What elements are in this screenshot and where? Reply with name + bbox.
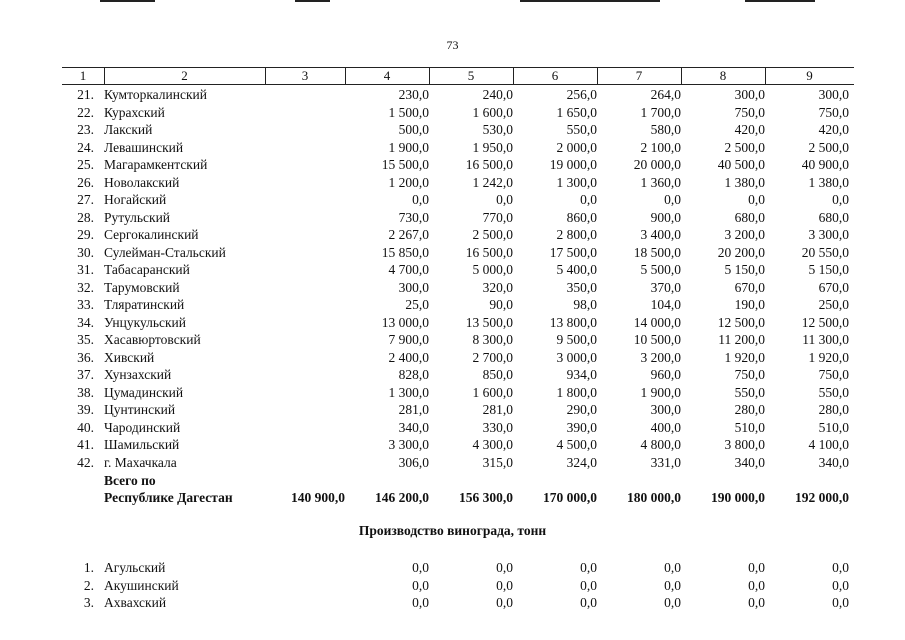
district-name: Табасаранский	[104, 262, 190, 277]
cell-col-4: 2 400,0	[388, 349, 429, 365]
page-number: 73	[446, 38, 459, 52]
cell-col-8: 550,0	[734, 384, 765, 400]
total-label-row	[0, 472, 905, 490]
cell-col-4: 230,0	[398, 87, 429, 102]
cell-col-5: 1 950,0	[472, 139, 513, 155]
district-name: г. Махачкала	[104, 454, 177, 470]
cell-col-9: 0,0	[832, 595, 849, 610]
row-number: 24.	[77, 139, 94, 155]
cell-col-4: 1 900,0	[388, 139, 429, 155]
section-title: Производство винограда, тонн	[358, 523, 547, 538]
cell-col-5: 770,0	[482, 209, 513, 225]
cell-col-6: 324,0	[566, 454, 597, 470]
cell-col-8: 680,0	[734, 209, 765, 225]
total-col-6: 170 000,0	[543, 490, 597, 505]
cell-col-8: 2 500,0	[724, 139, 765, 155]
table-row	[0, 349, 905, 367]
cell-col-7: 20 000,0	[633, 157, 681, 172]
cell-col-5: 530,0	[482, 122, 513, 137]
row-number: 28.	[77, 209, 94, 225]
cell-col-7: 2 100,0	[640, 139, 681, 155]
total-col-4: 146 200,0	[375, 490, 429, 505]
total-col-7: 180 000,0	[627, 490, 681, 505]
cell-col-9: 4 100,0	[808, 437, 849, 452]
district-name: Сулейман-Стальский	[104, 244, 226, 260]
row-number: 32.	[77, 279, 94, 295]
cell-col-8: 40 500,0	[717, 157, 765, 172]
cell-col-6: 4 500,0	[556, 437, 597, 452]
cell-col-5: 4 300,0	[472, 437, 513, 452]
row-number: 35.	[77, 332, 94, 347]
row-number: 30.	[77, 244, 94, 260]
table-row	[0, 419, 905, 437]
cell-col-8: 12 500,0	[717, 314, 765, 330]
district-name: Тарумовский	[104, 279, 180, 295]
cell-col-6: 2 800,0	[556, 227, 597, 242]
row-number: 22.	[77, 104, 94, 120]
cell-col-7: 3 400,0	[640, 227, 681, 242]
cell-col-9: 2 500,0	[808, 139, 849, 155]
cell-col-5: 0,0	[496, 577, 513, 593]
cell-col-7: 0,0	[664, 192, 681, 207]
district-name: Унцукульский	[104, 314, 186, 330]
cell-col-5: 2 500,0	[472, 227, 513, 242]
cell-col-4: 4 700,0	[388, 262, 429, 277]
cell-col-4: 15 500,0	[381, 157, 429, 172]
cell-col-7: 331,0	[650, 454, 681, 470]
cell-col-8: 1 380,0	[724, 174, 765, 190]
table-row	[0, 244, 905, 262]
cell-col-6: 3 000,0	[556, 349, 597, 365]
cell-col-8: 0,0	[748, 560, 765, 575]
cell-col-4: 0,0	[412, 560, 429, 575]
cell-col-5: 8 300,0	[472, 332, 513, 347]
table-row	[0, 174, 905, 192]
cell-col-4: 306,0	[398, 454, 429, 470]
table-row	[0, 226, 905, 244]
district-name: Агульский	[104, 560, 166, 575]
table-row	[0, 279, 905, 297]
cell-col-4: 281,0	[398, 402, 429, 417]
cell-col-7: 580,0	[650, 122, 681, 137]
cell-col-7: 0,0	[664, 577, 681, 593]
cell-col-7: 3 200,0	[640, 349, 681, 365]
cell-col-7: 1 360,0	[640, 174, 681, 190]
cell-col-7: 0,0	[664, 560, 681, 575]
top-rule-right	[520, 0, 660, 2]
cell-col-8: 1 920,0	[724, 349, 765, 365]
cell-col-9: 750,0	[818, 104, 849, 120]
table-row	[0, 559, 905, 577]
cell-col-9: 670,0	[818, 279, 849, 295]
cell-col-9: 40 900,0	[801, 157, 849, 172]
header-col-5: 5	[467, 68, 475, 83]
top-rule-far-right	[745, 0, 815, 2]
cell-col-4: 730,0	[398, 209, 429, 225]
row-number: 25.	[77, 157, 94, 172]
cell-col-9: 280,0	[818, 402, 849, 417]
cell-col-6: 256,0	[566, 87, 597, 102]
cell-col-8: 190,0	[734, 297, 765, 312]
row-number: 29.	[77, 227, 94, 242]
row-number: 33.	[77, 297, 94, 312]
row-number: 42.	[77, 454, 94, 470]
cell-col-8: 750,0	[734, 104, 765, 120]
cell-col-7: 900,0	[650, 209, 681, 225]
cell-col-5: 16 500,0	[465, 244, 513, 260]
cell-col-8: 280,0	[734, 402, 765, 417]
cell-col-6: 1 650,0	[556, 104, 597, 120]
district-name: Ногайский	[104, 192, 167, 207]
district-name: Цунтинский	[104, 402, 176, 417]
cell-col-5: 13 500,0	[465, 314, 513, 330]
table-row	[0, 156, 905, 174]
header-col-2: 2	[181, 68, 188, 83]
cell-col-9: 12 500,0	[801, 314, 849, 330]
cell-col-9: 3 300,0	[808, 227, 849, 242]
table-row	[0, 454, 905, 472]
table-row	[0, 436, 905, 454]
district-name: Лакский	[104, 122, 153, 137]
district-name: Хунзахский	[104, 367, 172, 382]
table-row	[0, 314, 905, 332]
cell-col-9: 340,0	[818, 454, 849, 470]
table-row	[0, 209, 905, 227]
total-col-3: 140 900,0	[291, 490, 345, 505]
cell-col-9: 0,0	[832, 192, 849, 207]
district-name: Чародинский	[104, 419, 181, 435]
cell-col-4: 1 300,0	[388, 384, 429, 400]
cell-col-7: 1 900,0	[640, 384, 681, 400]
cell-col-8: 340,0	[734, 454, 765, 470]
cell-col-6: 0,0	[580, 560, 597, 575]
cell-col-8: 5 150,0	[724, 262, 765, 277]
cell-col-4: 300,0	[398, 279, 429, 295]
cell-col-4: 828,0	[398, 367, 429, 382]
cell-col-4: 1 500,0	[388, 104, 429, 120]
cell-col-5: 2 700,0	[472, 349, 513, 365]
cell-col-7: 1 700,0	[640, 104, 681, 120]
cell-col-4: 7 900,0	[388, 332, 429, 347]
cell-col-4: 0,0	[412, 595, 429, 610]
total-row	[0, 489, 905, 507]
total-col-5: 156 300,0	[459, 490, 513, 505]
cell-col-7: 10 500,0	[633, 332, 681, 347]
cell-col-4: 1 200,0	[388, 174, 429, 190]
district-name: Ахвахский	[104, 595, 167, 610]
cell-col-7: 370,0	[650, 279, 681, 295]
row-number: 21.	[77, 87, 94, 102]
header-col-7: 7	[635, 68, 643, 83]
cell-col-7: 264,0	[650, 87, 681, 102]
cell-col-6: 0,0	[580, 192, 597, 207]
cell-col-9: 300,0	[818, 87, 849, 102]
district-name: Новолакский	[104, 174, 180, 190]
cell-col-9: 550,0	[818, 384, 849, 400]
cell-col-9: 250,0	[818, 297, 849, 312]
header-col-1: 1	[79, 68, 87, 83]
cell-col-5: 315,0	[482, 454, 513, 470]
district-name: Тляратинский	[104, 297, 185, 312]
cell-col-5: 281,0	[482, 402, 513, 417]
cell-col-7: 400,0	[650, 419, 681, 435]
cell-col-6: 934,0	[566, 367, 597, 382]
cell-col-6: 860,0	[566, 209, 597, 225]
cell-col-8: 300,0	[734, 87, 765, 102]
header-col-3: 3	[301, 68, 309, 83]
district-name: Хивский	[104, 349, 155, 365]
row-number: 31.	[77, 262, 94, 277]
total-label-line1: Всего по	[104, 473, 156, 488]
cell-col-9: 680,0	[818, 209, 849, 225]
cell-col-6: 13 800,0	[549, 314, 597, 330]
table-row	[0, 594, 905, 612]
cell-col-7: 14 000,0	[633, 314, 681, 330]
cell-col-8: 11 200,0	[718, 332, 765, 347]
cell-col-6: 350,0	[566, 279, 597, 295]
cell-col-6: 2 000,0	[556, 139, 597, 155]
top-rule-left	[100, 0, 155, 2]
cell-col-4: 25,0	[405, 297, 429, 312]
cell-col-6: 1 800,0	[556, 384, 597, 400]
cell-col-8: 3 200,0	[724, 227, 765, 242]
table-row	[0, 121, 905, 139]
table-header	[62, 67, 854, 84]
cell-col-5: 90,0	[489, 297, 513, 312]
table-row	[0, 401, 905, 419]
cell-col-8: 510,0	[734, 419, 765, 435]
row-number: 3.	[83, 595, 94, 610]
cell-col-5: 330,0	[482, 419, 513, 435]
cell-col-9: 1 920,0	[808, 349, 849, 365]
cell-col-9: 11 300,0	[802, 332, 849, 347]
header-bottom-rule	[62, 84, 854, 85]
row-number: 27.	[77, 192, 94, 207]
row-number: 39.	[77, 402, 94, 417]
table-row	[0, 331, 905, 349]
row-number: 23.	[77, 122, 94, 137]
cell-col-4: 13 000,0	[381, 314, 429, 330]
top-rule-mid	[295, 0, 330, 2]
cell-col-5: 0,0	[496, 192, 513, 207]
table-row	[0, 384, 905, 402]
cell-col-4: 15 850,0	[381, 244, 429, 260]
cell-col-5: 320,0	[482, 279, 513, 295]
cell-col-5: 850,0	[482, 367, 513, 382]
cell-col-9: 750,0	[818, 367, 849, 382]
cell-col-6: 0,0	[580, 595, 597, 610]
cell-col-5: 240,0	[482, 87, 513, 102]
row-number: 34.	[77, 314, 94, 330]
total-label-line2: Республике Дагестан	[104, 490, 233, 505]
cell-col-4: 500,0	[398, 122, 429, 137]
cell-col-6: 390,0	[566, 419, 597, 435]
cell-col-4: 3 300,0	[388, 437, 429, 452]
row-number: 2.	[83, 577, 94, 593]
cell-col-7: 5 500,0	[640, 262, 681, 277]
total-col-9: 192 000,0	[795, 490, 849, 505]
row-number: 26.	[77, 174, 94, 190]
row-number: 1.	[83, 560, 94, 575]
district-name: Кумторкалинский	[104, 87, 207, 102]
header-col-8: 8	[719, 68, 727, 83]
cell-col-7: 104,0	[650, 297, 681, 312]
header-col-9: 9	[806, 68, 813, 83]
row-number: 41.	[77, 437, 94, 452]
cell-col-5: 0,0	[496, 560, 513, 575]
cell-col-5: 16 500,0	[465, 157, 513, 172]
cell-col-8: 670,0	[734, 279, 765, 295]
cell-col-9: 5 150,0	[808, 262, 849, 277]
cell-col-6: 0,0	[580, 577, 597, 593]
table-row	[0, 139, 905, 157]
cell-col-6: 5 400,0	[556, 262, 597, 277]
row-number: 37.	[77, 367, 94, 382]
header-col-6: 6	[551, 68, 559, 83]
cell-col-7: 960,0	[650, 367, 681, 382]
cell-col-5: 5 000,0	[472, 262, 513, 277]
cell-col-8: 750,0	[734, 367, 765, 382]
cell-col-4: 0,0	[412, 192, 429, 207]
cell-col-6: 290,0	[566, 402, 597, 417]
cell-col-4: 0,0	[412, 577, 429, 593]
district-name: Акушинский	[104, 577, 179, 593]
header-col-4: 4	[383, 68, 391, 83]
cell-col-7: 300,0	[650, 402, 681, 417]
district-name: Рутульский	[104, 209, 171, 225]
row-number: 38.	[77, 384, 94, 400]
cell-col-8: 3 800,0	[724, 437, 765, 452]
table-row	[0, 191, 905, 209]
total-col-8: 190 000,0	[711, 490, 765, 505]
table-row	[0, 296, 905, 314]
cell-col-8: 0,0	[748, 595, 765, 610]
row-number: 40.	[77, 419, 94, 435]
cell-col-8: 420,0	[734, 122, 765, 137]
table-row	[0, 104, 905, 122]
cell-col-9: 20 550,0	[801, 244, 849, 260]
cell-col-5: 0,0	[496, 595, 513, 610]
cell-col-6: 17 500,0	[549, 244, 597, 260]
cell-col-9: 0,0	[832, 560, 849, 575]
table-row	[0, 86, 905, 104]
cell-col-7: 4 800,0	[640, 437, 681, 452]
district-name: Хасавюртовский	[104, 332, 201, 347]
cell-col-9: 0,0	[832, 577, 849, 593]
cell-col-6: 550,0	[566, 122, 597, 137]
row-number: 36.	[77, 349, 94, 365]
district-name: Цумадинский	[104, 384, 184, 400]
table-row	[0, 366, 905, 384]
cell-col-4: 2 267,0	[388, 227, 429, 242]
table-row	[0, 261, 905, 279]
cell-col-5: 1 242,0	[472, 174, 513, 190]
cell-col-9: 510,0	[818, 419, 849, 435]
cell-col-4: 340,0	[398, 419, 429, 435]
cell-col-8: 0,0	[748, 577, 765, 593]
district-name: Левашинский	[104, 139, 184, 155]
cell-col-7: 0,0	[664, 595, 681, 610]
cell-col-5: 1 600,0	[472, 384, 513, 400]
cell-col-6: 19 000,0	[549, 157, 597, 172]
cell-col-9: 420,0	[818, 122, 849, 137]
cell-col-6: 98,0	[573, 297, 597, 312]
district-name: Сергокалинский	[104, 227, 199, 242]
cell-col-8: 20 200,0	[717, 244, 765, 260]
cell-col-8: 0,0	[748, 192, 765, 207]
cell-col-7: 18 500,0	[633, 244, 681, 260]
cell-col-6: 9 500,0	[556, 332, 597, 347]
cell-col-6: 1 300,0	[556, 174, 597, 190]
district-name: Шамильский	[104, 437, 180, 452]
cell-col-5: 1 600,0	[472, 104, 513, 120]
district-name: Курахский	[104, 104, 165, 120]
district-name: Магарамкентский	[104, 157, 208, 172]
cell-col-9: 1 380,0	[808, 174, 849, 190]
table-row	[0, 577, 905, 595]
